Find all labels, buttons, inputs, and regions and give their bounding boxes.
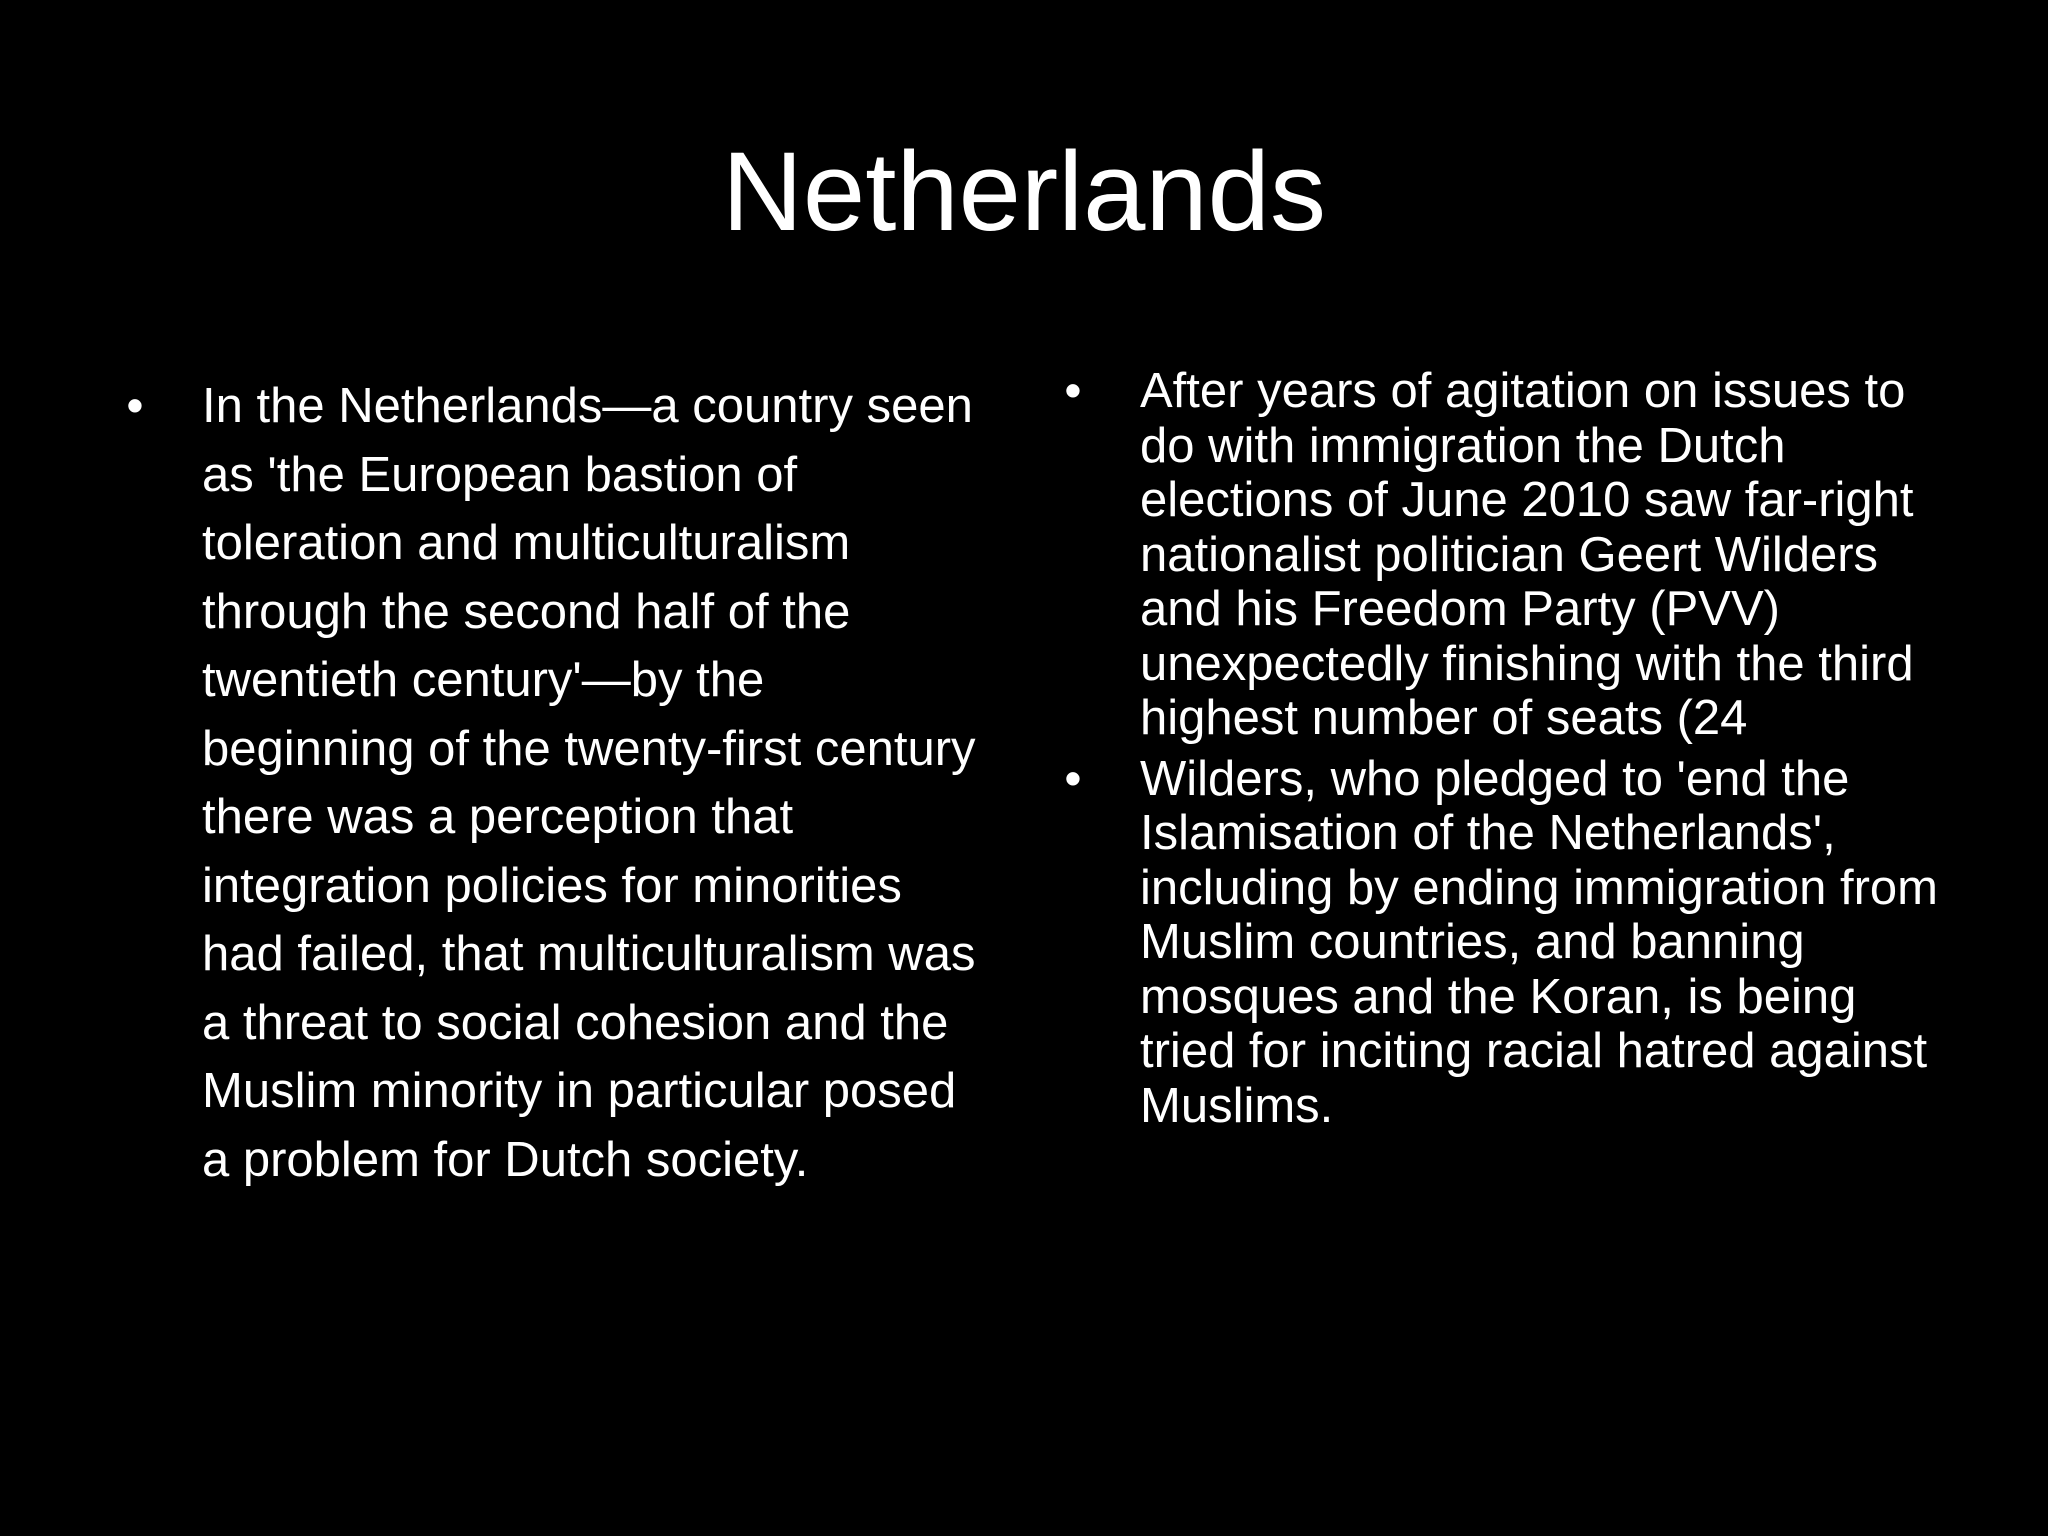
bullet-text: Wilders, who pledged to 'end the Islamisation of the Netherlands', including by ending immigration from Muslim countries, and banning mosques and the Koran, is being tried for inciting racial hatred against Muslims.	[1140, 751, 1938, 1133]
bullet-icon: •	[1064, 364, 1082, 418]
bullet-item	[1058, 364, 1958, 746]
bullet-icon: •	[1064, 751, 1082, 806]
right-column-bullets	[1058, 364, 1958, 1139]
bullet-item	[1058, 752, 1958, 1134]
bullet-text: After years of agitation on issues to do with immigration the Dutch elections of June 2010 saw far-right nationalist politician Geert Wilders and his Freedom Party (PVV) unexpectedly finishing with the third highest number of seats (24	[1140, 364, 1914, 745]
left-column-bullets	[120, 372, 980, 1200]
bullet-text: In the Netherlands—a country seen as 'the European bastion of toleration and multiculturalism through the second half of the twentieth century'—by the beginning of the twenty-first century there was a perception that integration policies for minorities had failed, that multiculturalism was a threat to social cohesion and the Muslim minority in particular posed a problem for Dutch society.	[202, 379, 976, 1187]
slide-title: Netherlands	[722, 129, 1326, 254]
bullet-item	[120, 372, 980, 1194]
bullet-icon: •	[126, 379, 144, 433]
